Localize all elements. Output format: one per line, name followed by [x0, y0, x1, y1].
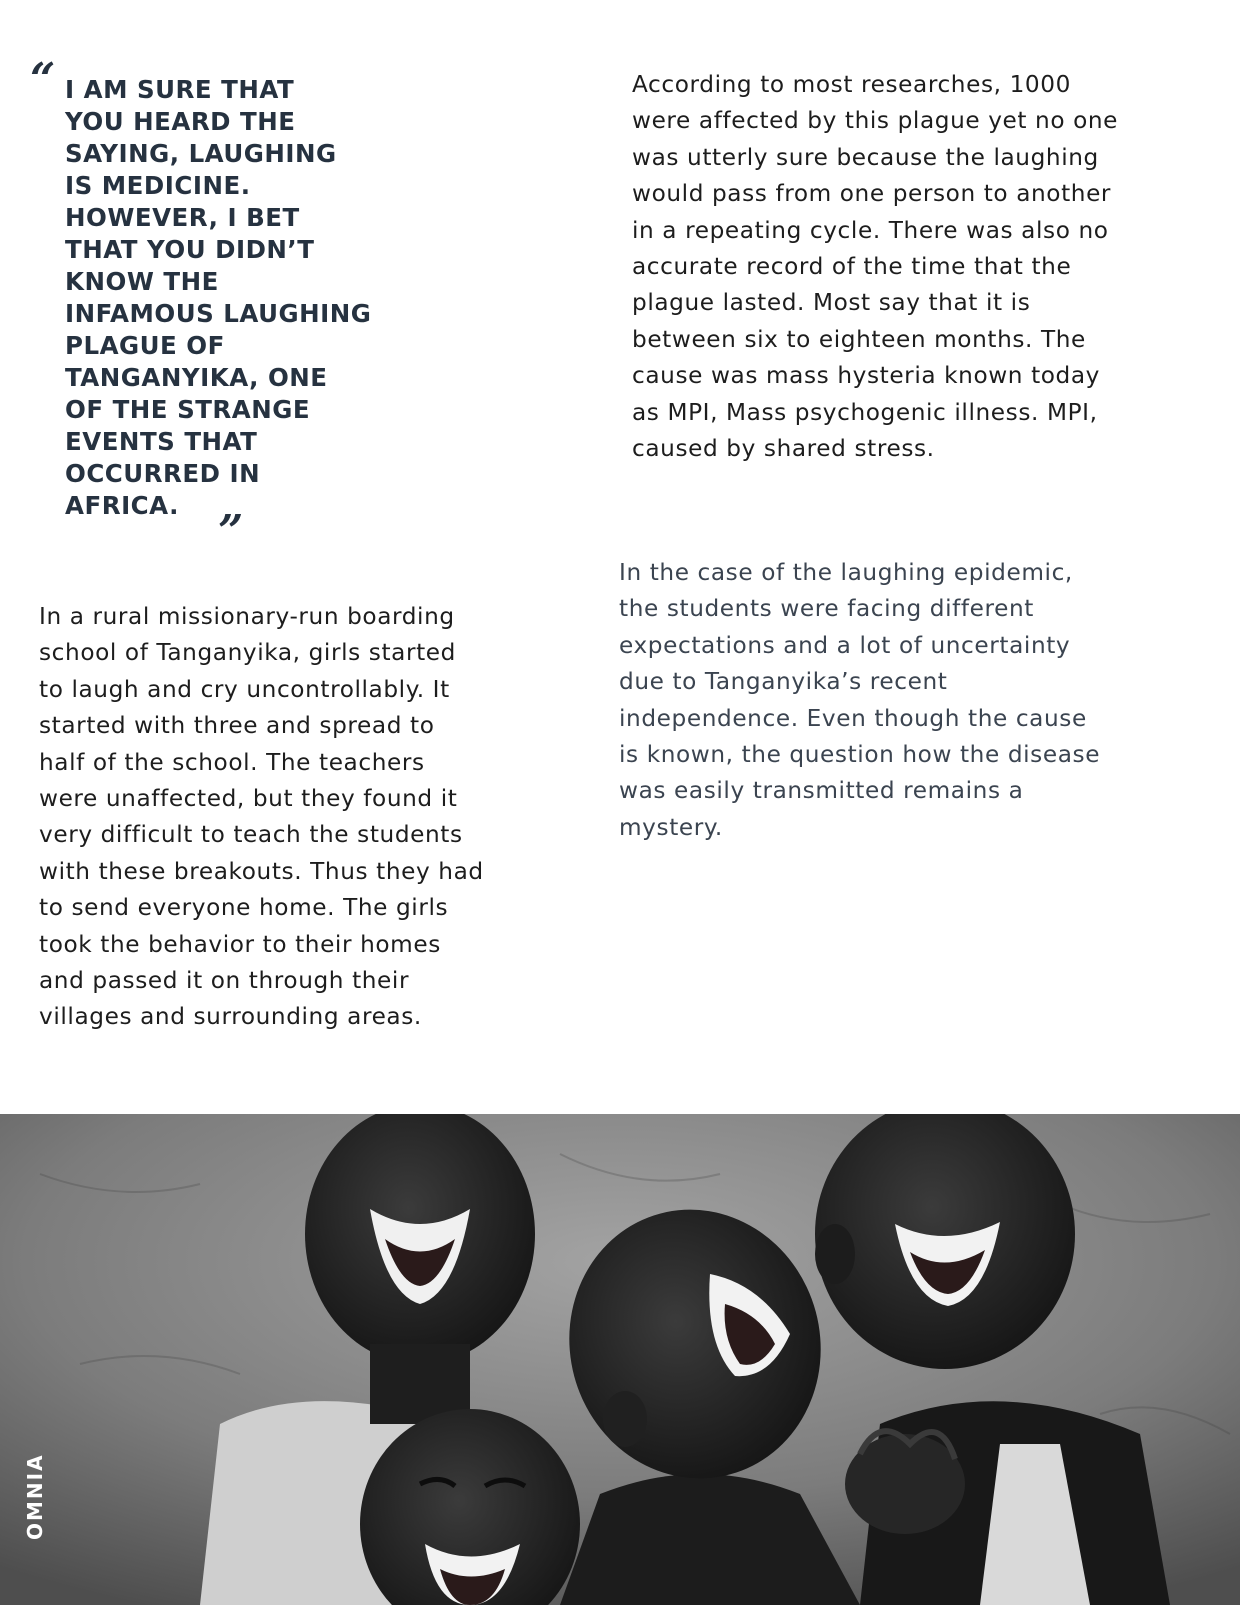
close-quote-mark: ”	[218, 506, 244, 557]
research-paragraph: According to most researches, 1000 were affected by this plague yet no one was utterly sure because the laughing would pass from one person to another in a repeating cycle. There was also no accurate record of the time that the plague lasted. Most say that it is between six to eighteen months. The cause was mass hysteria known today as MPI, Mass psychogenic illness. MPI, caused by shared stress.	[632, 71, 1119, 463]
laughing-children-photo	[0, 1114, 1240, 1605]
brand-name: OMNIA	[23, 1453, 47, 1540]
photo-illustration	[0, 1114, 1240, 1605]
open-quote-mark: “	[30, 54, 56, 105]
pull-quote-text: I AM SURE THAT YOU HEARD THE SAYING, LAUGHING IS MEDICINE. HOWEVER, I BET THAT YOU DIDN’T KNOW THE INFAMOUS LAUGHING PLAGUE OF TANGANYIKA, ONE OF THE STRANGE EVENTS THAT OCCURRED IN AFRICA.	[65, 75, 372, 520]
school-paragraph: In a rural missionary-run boarding school of Tanganyika, girls started to laugh and cry uncontrollably. It started with three and spread to half of the school. The teachers were unaffected, but they found it very difficult to teach the students with these breakouts. Thus they had to send everyone home. The girls took the behavior to their homes and passed it on through their villages and surrounding areas.	[39, 603, 484, 1031]
epidemic-paragraph: In the case of the laughing epidemic, the students were facing different expectations and a lot of uncertainty due to Tanganyika’s recent independence. Even though the cause is known, the question how the disease was easily transmitted remains a mystery.	[619, 559, 1101, 841]
pull-quote	[30, 54, 390, 557]
